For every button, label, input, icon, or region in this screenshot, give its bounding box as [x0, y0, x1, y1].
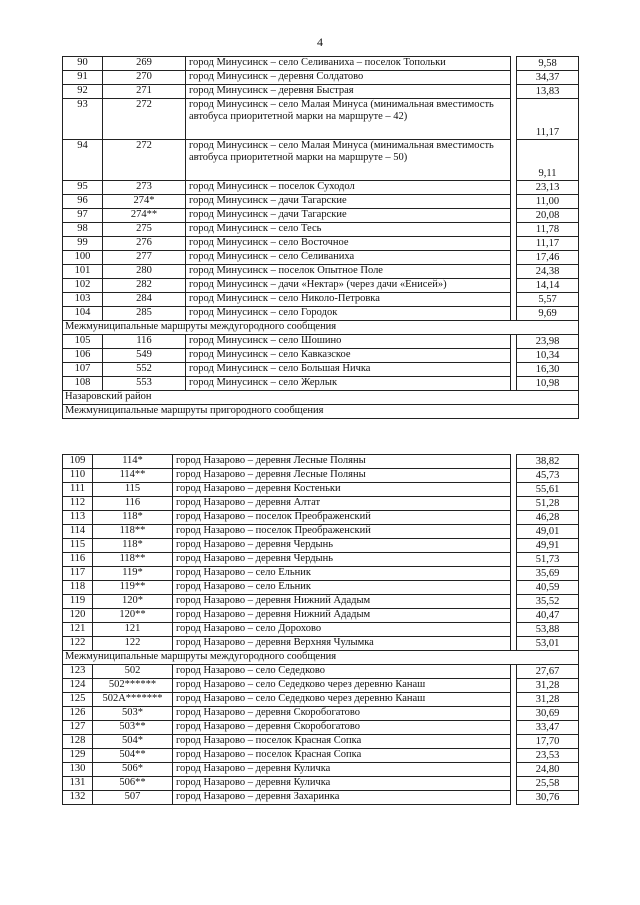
tariff-price: 33,47	[517, 721, 579, 735]
tariff-price: 10,98	[517, 377, 579, 391]
route-number: 118**	[93, 553, 173, 567]
route-number: 504*	[93, 735, 173, 749]
page-number: 4	[317, 35, 323, 49]
route-number: 277	[103, 251, 186, 265]
tariff-price: 53,88	[517, 623, 579, 637]
table-row	[63, 525, 579, 539]
row-number: 105	[63, 335, 103, 349]
row-number: 109	[63, 455, 93, 469]
route-name: город Назарово – деревня Нижний Ададым	[173, 595, 511, 609]
route-number: 274**	[103, 209, 186, 223]
route-number: 276	[103, 237, 186, 251]
tariff-price: 23,13	[517, 181, 579, 195]
table-row	[63, 763, 579, 777]
row-number: 90	[63, 57, 103, 71]
route-name: город Назарово – деревня Чердынь	[173, 539, 511, 553]
route-number: 275	[103, 223, 186, 237]
route-number: 119**	[93, 581, 173, 595]
route-name: город Назарово – поселок Преображенский	[173, 511, 511, 525]
route-name: город Назарово – деревня Алтат	[173, 497, 511, 511]
row-number: 108	[63, 377, 103, 391]
table-row	[63, 623, 579, 637]
row-number: 112	[63, 497, 93, 511]
route-name: город Минусинск – село Николо-Петровка	[186, 293, 511, 307]
route-name: город Минусинск – село Малая Минуса (минимальная вместимость автобуса приоритетной марки на маршруте – 50)	[186, 140, 511, 181]
table-row	[63, 223, 579, 237]
table-row	[63, 209, 579, 223]
row-number: 96	[63, 195, 103, 209]
row-number: 115	[63, 539, 93, 553]
row-number: 106	[63, 349, 103, 363]
tariff-price: 27,67	[517, 665, 579, 679]
route-name: город Минусинск – дачи Тагарские	[186, 209, 511, 223]
table-row	[63, 195, 579, 209]
route-name: город Назарово – село Ельник	[173, 581, 511, 595]
row-number: 95	[63, 181, 103, 195]
route-number: 122	[93, 637, 173, 651]
route-number: 502******	[93, 679, 173, 693]
route-number: 549	[103, 349, 186, 363]
tariff-price: 17,70	[517, 735, 579, 749]
row-number: 93	[63, 99, 103, 140]
row-number: 99	[63, 237, 103, 251]
route-number: 552	[103, 363, 186, 377]
route-name: город Назарово – село Ельник	[173, 567, 511, 581]
table-row	[63, 693, 579, 707]
route-number: 506*	[93, 763, 173, 777]
section-header-row	[63, 405, 579, 419]
row-number: 97	[63, 209, 103, 223]
table-row	[63, 99, 579, 140]
table-row	[63, 595, 579, 609]
table-row	[63, 777, 579, 791]
tariff-price: 16,30	[517, 363, 579, 377]
route-number: 285	[103, 307, 186, 321]
row-number: 130	[63, 763, 93, 777]
tariff-price: 24,80	[517, 763, 579, 777]
route-name: город Назарово – деревня Чердынь	[173, 553, 511, 567]
row-number: 98	[63, 223, 103, 237]
row-number: 127	[63, 721, 93, 735]
route-number: 502А*******	[93, 693, 173, 707]
row-number: 125	[63, 693, 93, 707]
route-number: 116	[93, 497, 173, 511]
table-row	[63, 293, 579, 307]
tariff-price: 23,53	[517, 749, 579, 763]
route-name: город Минусинск – село Шошино	[186, 335, 511, 349]
row-number: 91	[63, 71, 103, 85]
table-row	[63, 497, 579, 511]
tariff-price: 9,11	[517, 140, 579, 181]
route-number: 280	[103, 265, 186, 279]
route-name: город Назарово – деревня Куличка	[173, 763, 511, 777]
route-number: 119*	[93, 567, 173, 581]
tariff-price: 13,83	[517, 85, 579, 99]
route-number: 270	[103, 71, 186, 85]
table-row	[63, 265, 579, 279]
tariff-price: 5,57	[517, 293, 579, 307]
route-number: 274*	[103, 195, 186, 209]
route-number: 282	[103, 279, 186, 293]
row-number: 129	[63, 749, 93, 763]
tariff-price: 11,17	[517, 99, 579, 140]
row-number: 122	[63, 637, 93, 651]
table-row	[63, 679, 579, 693]
route-number: 121	[93, 623, 173, 637]
table-row	[63, 567, 579, 581]
route-number: 502	[93, 665, 173, 679]
tariff-price: 30,76	[517, 791, 579, 805]
route-number: 120*	[93, 595, 173, 609]
route-name: город Назарово – деревня Верхняя Чулымка	[173, 637, 511, 651]
section-header-row	[63, 321, 579, 335]
route-number: 116	[103, 335, 186, 349]
row-number: 104	[63, 307, 103, 321]
route-name: город Минусинск – деревня Солдатово	[186, 71, 511, 85]
route-name: город Минусинск – село Малая Минуса (минимальная вместимость автобуса приоритетной марки на маршруте – 42)	[186, 99, 511, 140]
tariff-price: 30,69	[517, 707, 579, 721]
row-number: 116	[63, 553, 93, 567]
section-header-row	[63, 391, 579, 405]
tariff-price: 45,73	[517, 469, 579, 483]
route-number: 118*	[93, 539, 173, 553]
tariff-table-nazarovo	[62, 454, 579, 805]
row-number: 117	[63, 567, 93, 581]
route-number: 114**	[93, 469, 173, 483]
route-number: 118*	[93, 511, 173, 525]
table-row	[63, 637, 579, 651]
route-name: город Назарово – поселок Красная Сопка	[173, 735, 511, 749]
tariff-price: 35,69	[517, 567, 579, 581]
table-row	[63, 140, 579, 181]
table-row	[63, 553, 579, 567]
tariff-price: 35,52	[517, 595, 579, 609]
route-name: город Назарово – деревня Лесные Поляны	[173, 455, 511, 469]
table-row	[63, 181, 579, 195]
tariff-price: 51,28	[517, 497, 579, 511]
route-name: город Минусинск – село Селиваниха – поселок Топольки	[186, 57, 511, 71]
section-title: Межмуниципальные маршруты пригородного сообщения	[63, 405, 579, 419]
table-row	[63, 349, 579, 363]
route-number: 120**	[93, 609, 173, 623]
row-number: 118	[63, 581, 93, 595]
route-name: город Минусинск – село Кавказское	[186, 349, 511, 363]
route-number: 504**	[93, 749, 173, 763]
row-number: 119	[63, 595, 93, 609]
row-number: 110	[63, 469, 93, 483]
row-number: 128	[63, 735, 93, 749]
route-name: город Назарово – поселок Красная Сопка	[173, 749, 511, 763]
tariff-table-minusinsk	[62, 56, 579, 419]
tariff-price: 55,61	[517, 483, 579, 497]
route-name: город Минусинск – село Городок	[186, 307, 511, 321]
route-number: 503**	[93, 721, 173, 735]
tariff-price: 17,46	[517, 251, 579, 265]
row-number: 102	[63, 279, 103, 293]
route-name: город Минусинск – село Тесь	[186, 223, 511, 237]
row-number: 126	[63, 707, 93, 721]
row-number: 100	[63, 251, 103, 265]
route-number: 503*	[93, 707, 173, 721]
section-title: Межмуниципальные маршруты междугородного сообщения	[63, 651, 579, 665]
tariff-price: 53,01	[517, 637, 579, 651]
route-number: 506**	[93, 777, 173, 791]
section-header-row	[63, 651, 579, 665]
route-number: 284	[103, 293, 186, 307]
route-name: город Минусинск – село Большая Ничка	[186, 363, 511, 377]
route-number: 272	[103, 99, 186, 140]
route-name: город Минусинск – село Восточное	[186, 237, 511, 251]
row-number: 114	[63, 525, 93, 539]
table-row	[63, 85, 579, 99]
table-row	[63, 57, 579, 71]
table-row	[63, 469, 579, 483]
route-number: 507	[93, 791, 173, 805]
tariff-price: 25,58	[517, 777, 579, 791]
route-name: город Минусинск – село Селиваниха	[186, 251, 511, 265]
row-number: 101	[63, 265, 103, 279]
table-row	[63, 251, 579, 265]
route-name: город Назарово – деревня Костеньки	[173, 483, 511, 497]
row-number: 103	[63, 293, 103, 307]
tariff-price: 9,58	[517, 57, 579, 71]
route-name: город Назарово – деревня Лесные Поляны	[173, 469, 511, 483]
row-number: 111	[63, 483, 93, 497]
table-row	[63, 511, 579, 525]
tariff-price: 23,98	[517, 335, 579, 349]
route-name: город Минусинск – село Жерлык	[186, 377, 511, 391]
tariff-price: 46,28	[517, 511, 579, 525]
row-number: 131	[63, 777, 93, 791]
tariff-price: 31,28	[517, 679, 579, 693]
tariff-price: 40,47	[517, 609, 579, 623]
route-name: город Назарово – село Седедково через деревню Канаш	[173, 693, 511, 707]
route-name: город Назарово – деревня Куличка	[173, 777, 511, 791]
tariff-price: 20,08	[517, 209, 579, 223]
section-title: Назаровский район	[63, 391, 579, 405]
table-row	[63, 71, 579, 85]
table-row	[63, 707, 579, 721]
route-name: город Назарово – поселок Преображенский	[173, 525, 511, 539]
tariff-price: 24,38	[517, 265, 579, 279]
route-name: город Назарово – село Седедково	[173, 665, 511, 679]
route-name: город Минусинск – поселок Опытное Поле	[186, 265, 511, 279]
row-number: 92	[63, 85, 103, 99]
row-number: 123	[63, 665, 93, 679]
tariff-price: 9,69	[517, 307, 579, 321]
route-number: 271	[103, 85, 186, 99]
section-title: Межмуниципальные маршруты междугородного сообщения	[63, 321, 579, 335]
table-row	[63, 483, 579, 497]
route-name: город Минусинск – поселок Суходол	[186, 181, 511, 195]
row-number: 107	[63, 363, 103, 377]
tariff-price: 38,82	[517, 455, 579, 469]
row-number: 94	[63, 140, 103, 181]
route-name: город Назарово – село Дорохово	[173, 623, 511, 637]
table-row	[63, 665, 579, 679]
tariff-price: 31,28	[517, 693, 579, 707]
table-row	[63, 539, 579, 553]
tariff-price: 14,14	[517, 279, 579, 293]
table-row	[63, 735, 579, 749]
table-row	[63, 721, 579, 735]
row-number: 113	[63, 511, 93, 525]
table-row	[63, 279, 579, 293]
route-number: 269	[103, 57, 186, 71]
route-name: город Назарово – деревня Скоробогатово	[173, 721, 511, 735]
table-row	[63, 609, 579, 623]
route-name: город Назарово – деревня Скоробогатово	[173, 707, 511, 721]
route-name: город Назарово – село Седедково через деревню Канаш	[173, 679, 511, 693]
route-number: 273	[103, 181, 186, 195]
table-row	[63, 377, 579, 391]
tariff-price: 49,01	[517, 525, 579, 539]
route-name: город Минусинск – деревня Быстрая	[186, 85, 511, 99]
tariff-price: 51,73	[517, 553, 579, 567]
row-number: 132	[63, 791, 93, 805]
row-number: 124	[63, 679, 93, 693]
table-row	[63, 455, 579, 469]
row-number: 120	[63, 609, 93, 623]
table-row	[63, 307, 579, 321]
route-name: город Назарово – деревня Захаринка	[173, 791, 511, 805]
route-name: город Назарово – деревня Нижний Ададым	[173, 609, 511, 623]
route-number: 115	[93, 483, 173, 497]
route-name: город Минусинск – дачи Тагарские	[186, 195, 511, 209]
table-row	[63, 237, 579, 251]
tariff-price: 49,91	[517, 539, 579, 553]
tariff-price: 34,37	[517, 71, 579, 85]
table-row	[63, 581, 579, 595]
tariff-price: 10,34	[517, 349, 579, 363]
route-name: город Минусинск – дачи «Нектар» (через дачи «Енисей»)	[186, 279, 511, 293]
route-number: 553	[103, 377, 186, 391]
route-number: 114*	[93, 455, 173, 469]
row-number: 121	[63, 623, 93, 637]
tariff-price: 11,00	[517, 195, 579, 209]
tariff-price: 11,78	[517, 223, 579, 237]
table-row	[63, 335, 579, 349]
route-number: 272	[103, 140, 186, 181]
route-number: 118**	[93, 525, 173, 539]
tariff-price: 11,17	[517, 237, 579, 251]
table-row	[63, 363, 579, 377]
tariff-price: 40,59	[517, 581, 579, 595]
table-row	[63, 791, 579, 805]
table-row	[63, 749, 579, 763]
